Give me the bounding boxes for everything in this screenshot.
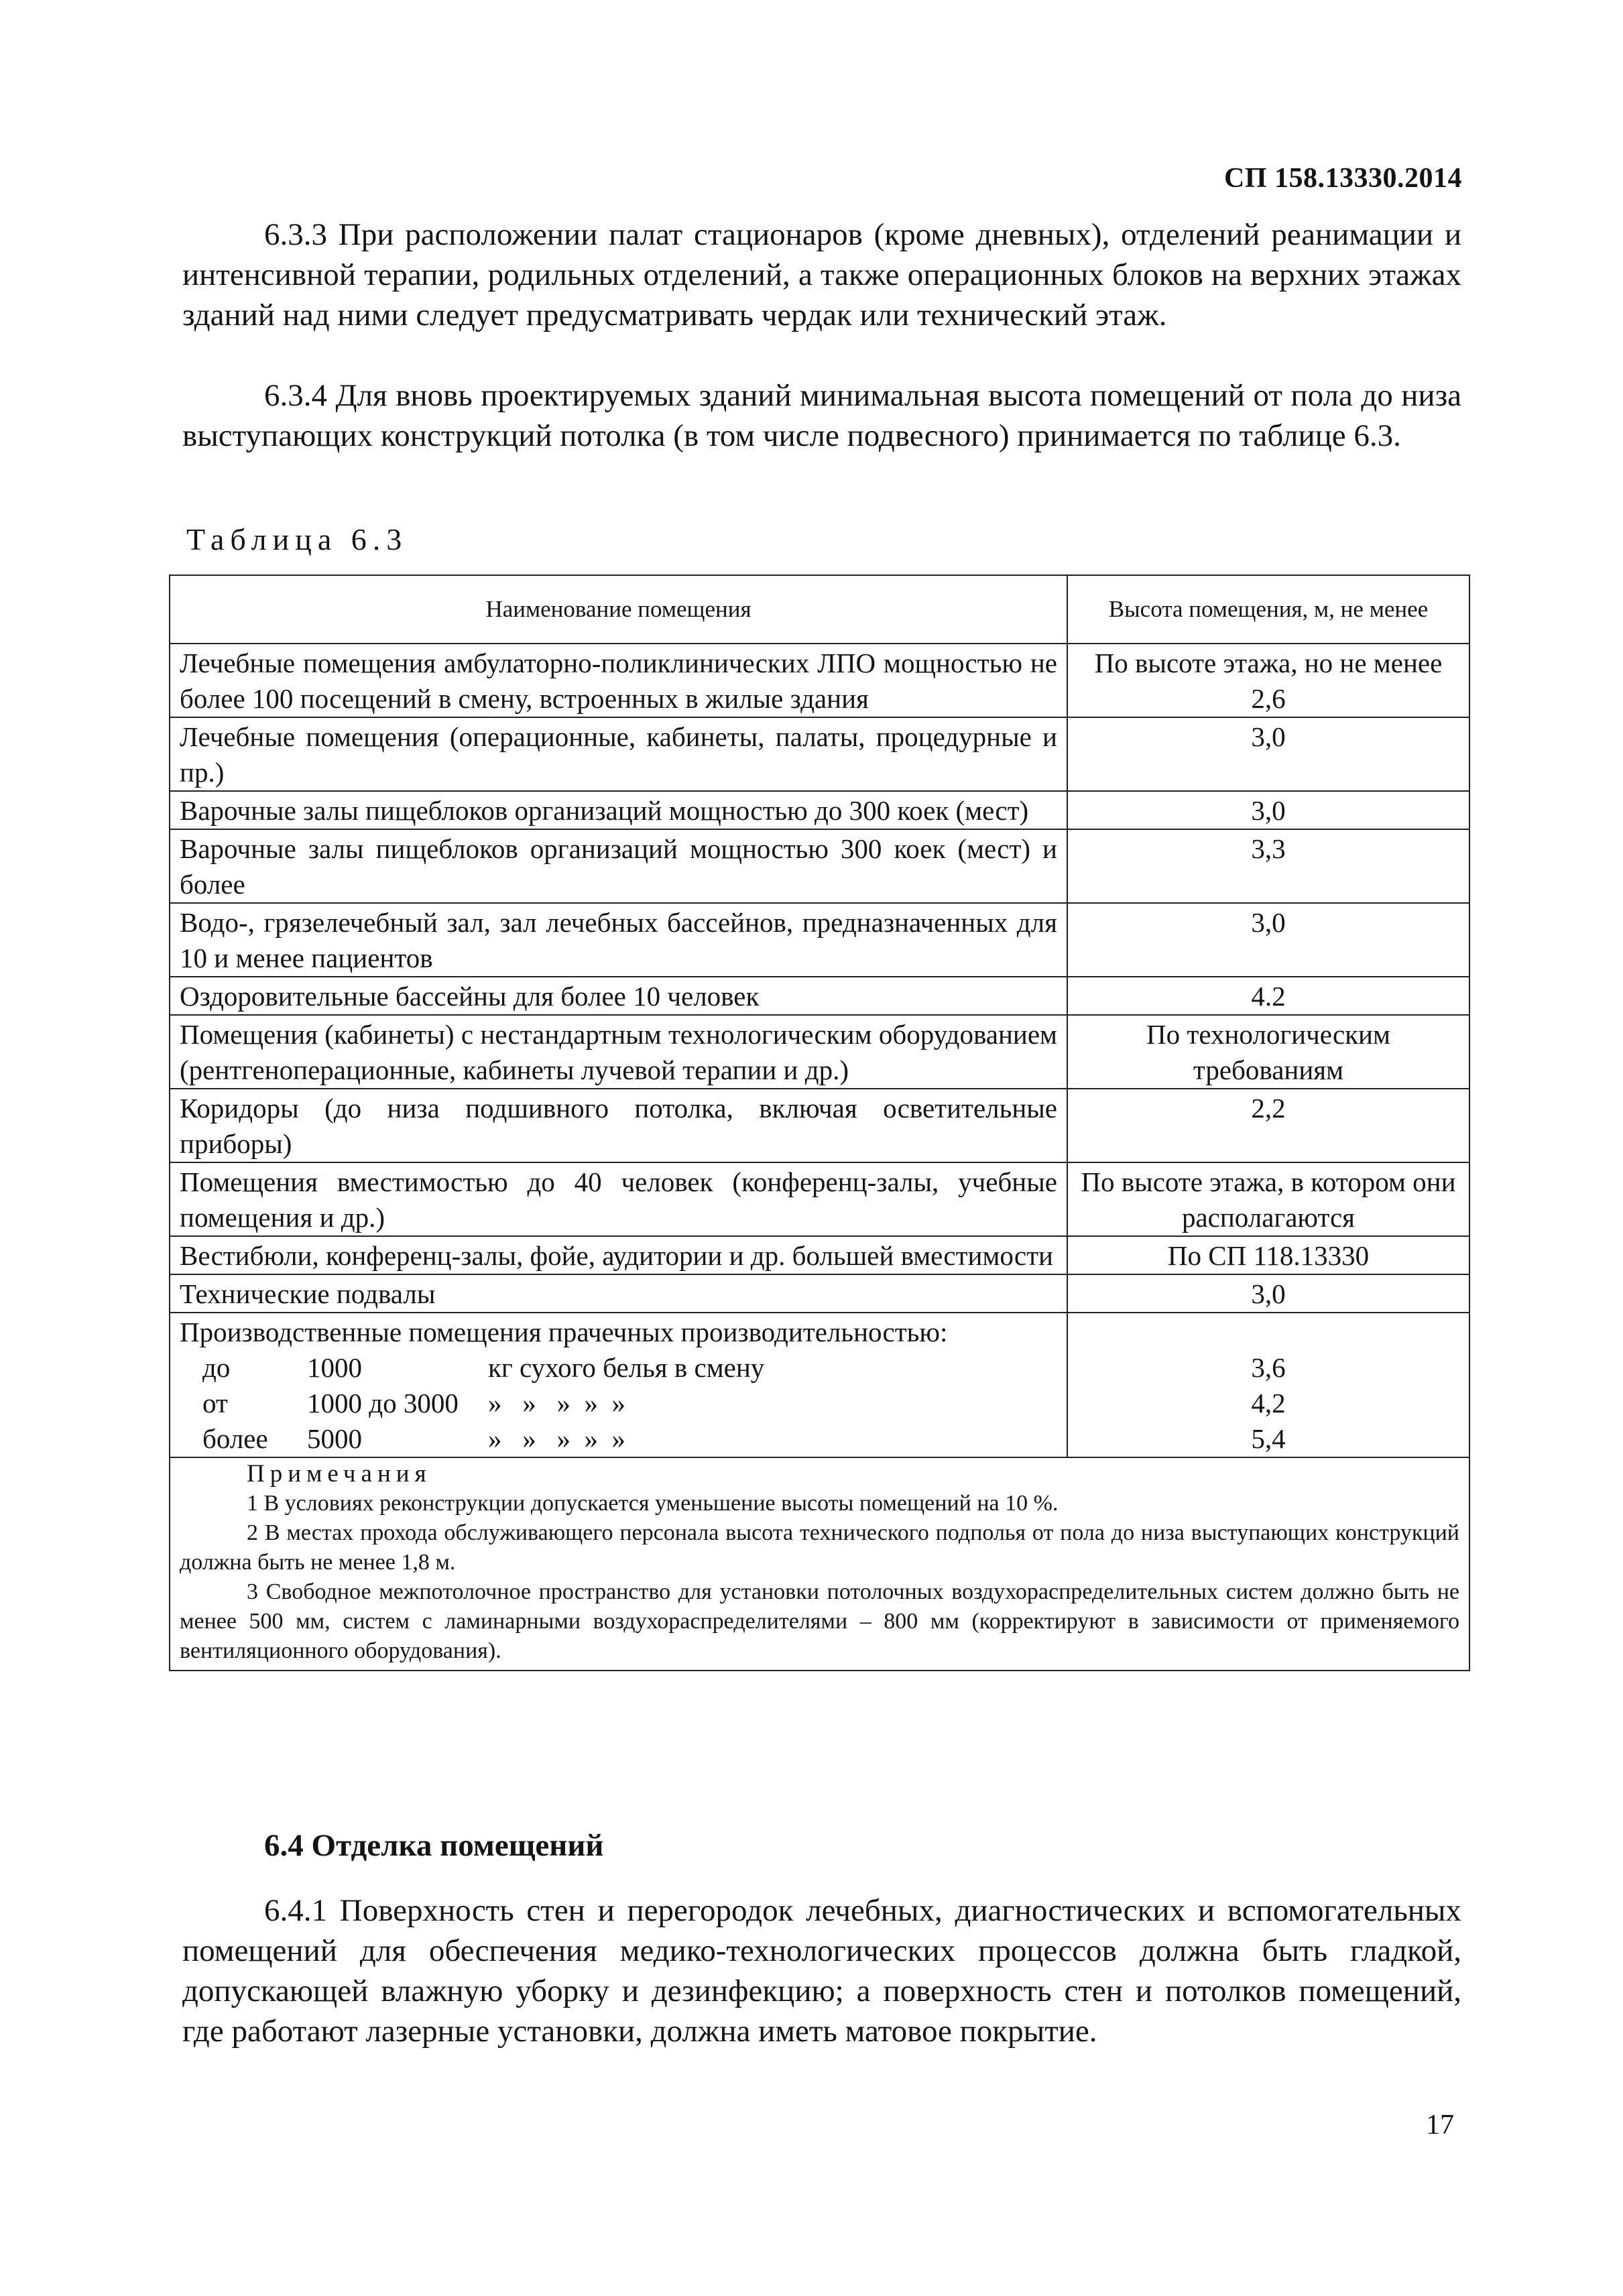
table-row [170,977,1469,1015]
section-heading: 6.4 Отделка помещений [264,1828,604,1863]
header-room-height: Высота помещения, м, не менее [1067,575,1469,644]
room-height-table [169,575,1470,1671]
room-height: 4.2 [1067,977,1469,1015]
room-height: 2,2 [1067,1089,1469,1162]
notes-cell [170,1457,1469,1671]
room-height: По технологическим требованиям [1067,1015,1469,1089]
note-3: 3 Свободное межпотолочное пространство для установки потолочных воздухораспределительных систем должно быть не менее 500 мм, систем с ламинарными воздухораспределителями – 800 мм (корректируют в зависимости от применяемого вентиляционного оборудования). [180,1579,1459,1663]
table-row [170,1089,1469,1162]
room-name: Варочные залы пищеблоков организаций мощностью до 300 коек (мест) [170,791,1067,829]
room-name: Коридоры (до низа подшивного потолка, включая осветительные приборы) [170,1089,1067,1162]
room-height: 3,3 [1067,829,1469,903]
paragraph-6-4-1: 6.4.1 Поверхность стен и перегородок лечебных, диагностических и вспомогательных помещений для обеспечения медико-технологических процессов должна быть гладкой, допускающей влажную уборку и дезинфекцию; а поверхность стен и потолков помещений, где работают лазерные установки, должна иметь матовое покрытие. [182,1893,1461,2049]
room-height: По СП 118.13330 [1067,1236,1469,1274]
laundry-range: 1000 [307,1352,362,1383]
room-name: Помещения (кабинеты) с нестандартным технологическим оборудованием (рентгеноперационные, кабинеты лучевой терапии и др.) [170,1015,1067,1089]
room-name: Варочные залы пищеблоков организаций мощностью 300 коек (мест) и более [170,829,1067,903]
notes-title: Примечания [247,1460,432,1488]
laundry-prefix: от [202,1388,228,1418]
table-row [170,644,1469,717]
room-height: 3,0 [1067,791,1469,829]
laundry-subrow [180,1421,1057,1457]
room-height: 5,4 [1251,1423,1286,1454]
laundry-prefix: более [202,1423,268,1454]
paragraph-6-3-3: 6.3.3 При расположении палат стационаров (кроме дневных), отделений реанимации и интенсивной терапии, родильных отделений, а также операционных блоков на верхних этажах зданий над ними следует предусматривать чердак или технический этаж. [182,217,1461,333]
room-height: 3,6 [1251,1352,1286,1383]
header-room-name: Наименование помещения [170,575,1067,644]
table-row-laundry [170,1313,1469,1457]
table-header-row [170,575,1469,644]
room-name: Оздоровительные бассейны для более 10 человек [170,977,1067,1015]
laundry-subrow [180,1386,1057,1421]
table-row [170,1015,1469,1089]
table-caption: Таблица 6.3 [186,522,408,556]
room-height: 3,0 [1067,717,1469,791]
room-height: 4,2 [1251,1388,1286,1418]
note-2: 2 В местах прохода обслуживающего персонала высота технического подполья от пола до низа выступающих конструкций должна быть не менее 1,8 м. [180,1520,1459,1575]
document-code: СП 158.13330.2014 [1224,163,1462,194]
laundry-title: Производственные помещения прачечных производительностью: [180,1317,948,1347]
table-row [170,1236,1469,1274]
table-row [170,829,1469,903]
laundry-range: 1000 до 3000 [307,1388,459,1418]
table-row [170,1162,1469,1236]
laundry-prefix: до [202,1352,231,1383]
room-height: По высоте этажа, в котором они располагаются [1067,1162,1469,1236]
room-name: Лечебные помещения амбулаторно-поликлинических ЛПО мощностью не более 100 посещений в смену, встроенных в жилые здания [170,644,1067,717]
table-row [170,1274,1469,1313]
table-row [170,717,1469,791]
paragraph-6-3-4: 6.3.4 Для вновь проектируемых зданий минимальная высота помещений от пола до низа выступающих конструкций потолка (в том числе подвесного) принимается по таблице 6.3. [182,378,1461,453]
note-1: 1 В условиях реконструкции допускается уменьшение высоты помещений на 10 %. [247,1491,1059,1516]
laundry-range: 5000 [307,1423,362,1454]
room-name: Вестибюли, конференц-залы, фойе, аудитории и др. большей вместимости [170,1236,1067,1274]
room-name: Технические подвалы [170,1274,1067,1313]
room-name: Лечебные помещения (операционные, кабинеты, палаты, процедурные и пр.) [170,717,1067,791]
laundry-unit: » » » » » [488,1423,625,1454]
page-number: 17 [1426,2110,1454,2140]
room-height: 3,0 [1067,903,1469,977]
laundry-unit: » » » » » [488,1388,625,1418]
table-row [170,903,1469,977]
laundry-cell [170,1313,1067,1457]
room-name: Помещения вместимостью до 40 человек (конференц-залы, учебные помещения и др.) [170,1162,1067,1236]
laundry-subrow [180,1350,1057,1386]
table-notes-row [170,1457,1469,1671]
table-row [170,791,1469,829]
room-height: По высоте этажа, но не менее 2,6 [1067,644,1469,717]
laundry-values [1067,1313,1469,1457]
laundry-unit: кг сухого белья в смену [488,1352,765,1383]
room-name: Водо-, грязелечебный зал, зал лечебных бассейнов, предназначенных для 10 и менее пациентов [170,903,1067,977]
room-height: 3,0 [1067,1274,1469,1313]
